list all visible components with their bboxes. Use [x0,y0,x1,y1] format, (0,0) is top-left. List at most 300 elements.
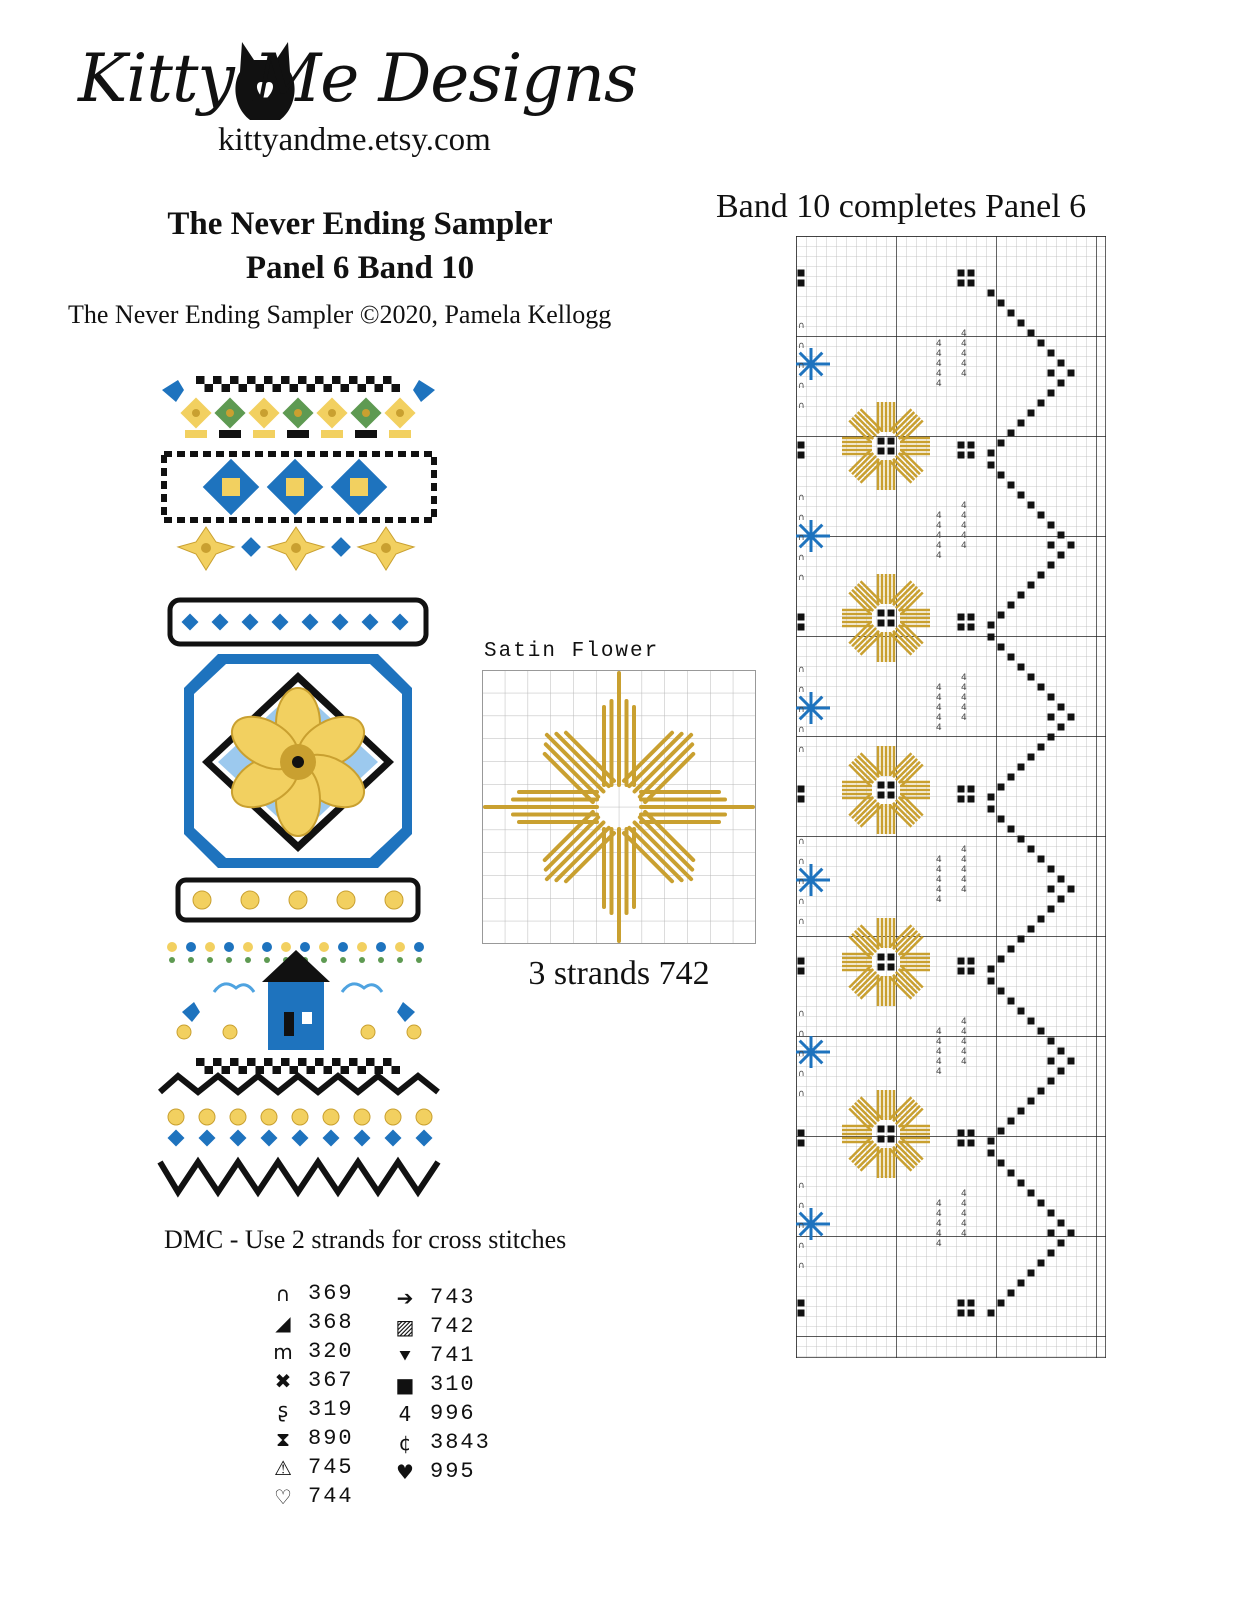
stitch-square [958,614,965,621]
stitch-square [988,450,995,457]
stitch-square [958,1130,965,1137]
stitch-square [1038,1088,1045,1095]
legend-item [390,1370,550,1399]
stitch-square [998,816,1005,823]
stitch-square [968,1130,975,1137]
stitch-square [1038,856,1045,863]
stitch-square [1038,340,1045,347]
stitch-square [1028,1270,1035,1277]
chart-symbol: ∩ [798,553,805,563]
stitch-square [1048,1250,1055,1257]
chart-symbol: 4 [936,895,942,905]
stitch-square [888,782,895,789]
stitch-square [958,968,965,975]
stitch-square [1038,512,1045,519]
stitch-square [958,786,965,793]
stitch-square [988,1150,995,1157]
flower-motif [416,1109,432,1125]
stitch-square [798,614,805,621]
stitch-square [888,1136,895,1143]
chart-symbol: 4 [936,885,942,895]
band-chart-title: Band 10 completes Panel 6 [716,188,1087,225]
chart-symbol: 4 [936,359,942,369]
chart-symbol: 4 [936,865,942,875]
stitch-square [958,442,965,449]
stitch-square [1028,926,1035,933]
dmc-code: 996 [430,1401,476,1426]
stitch-square [998,472,1005,479]
stitch-square [878,610,885,617]
chart-symbol: ∩ [798,361,805,371]
flower-motif [168,1109,184,1125]
stitch-square [958,1300,965,1307]
stitch-square [878,448,885,455]
chart-symbol: 4 [936,379,942,389]
stitch-square [888,964,895,971]
chart-symbol: 4 [961,1209,967,1219]
stitch-square [958,280,965,287]
dmc-code: 3843 [430,1430,491,1455]
stitch-square [888,610,895,617]
stitch-square [1058,1068,1065,1075]
stitch-square [958,624,965,631]
stitch-square [1048,1038,1055,1045]
chart-symbol: 4 [936,683,942,693]
dmc-code: 743 [430,1285,476,1310]
flower-motif [319,942,329,952]
chart-symbol: ∩ [798,665,805,675]
stitch-square [1058,896,1065,903]
stitch-square [1038,684,1045,691]
dmc-code: 368 [308,1310,354,1335]
dmc-code: 742 [430,1314,476,1339]
stitch-square [1008,430,1015,437]
flower-motif [392,614,409,631]
stitch-square [1058,724,1065,731]
chart-symbol: 4 [936,369,942,379]
flower-motif [230,1109,246,1125]
stitch-square [998,644,1005,651]
stitch-square [998,612,1005,619]
flower-motif [182,614,199,631]
stitch-square [968,958,975,965]
stitch-square [1058,1240,1065,1247]
flower-motif [243,942,253,952]
stitch-symbol-icon: ■ [395,1372,415,1397]
chart-symbol: 4 [961,501,967,511]
chart-symbol: 4 [961,1037,967,1047]
legend-item [390,1283,550,1312]
flower-motif [357,942,367,952]
chart-symbol: 4 [936,855,942,865]
chart-symbol: ∩ [798,725,805,735]
logo-url[interactable]: kittyandme.etsy.com [218,122,491,158]
stitch-square [1048,886,1055,893]
stitch-square [1068,542,1075,549]
stitch-square [1008,1170,1015,1177]
stitch-symbol-icon: ♡ [274,1484,292,1509]
stitch-square [1038,916,1045,923]
stitch-square [1018,1180,1025,1187]
stitch-square [968,968,975,975]
chart-symbol: 4 [936,511,942,521]
satin-flower-diagram [482,670,756,944]
stitch-square [878,1126,885,1133]
chart-symbol: ∩ [798,705,805,715]
stitch-square [1068,886,1075,893]
flower-motif [376,942,386,952]
chart-symbol: 4 [961,531,967,541]
chart-symbol: ∩ [798,381,805,391]
stitch-square [798,796,805,803]
stitch-square [1028,502,1035,509]
chart-symbol: ∩ [798,321,805,331]
stitch-square [968,786,975,793]
stitch-square [968,796,975,803]
stitch-square [798,1310,805,1317]
flower-motif [223,1025,237,1039]
chart-symbol: 4 [961,693,967,703]
chart-symbol: 4 [961,1219,967,1229]
chart-symbol: 4 [961,1017,967,1027]
stitch-square [1048,714,1055,721]
stitch-square [878,782,885,789]
dmc-code: 320 [308,1339,354,1364]
stitch-square [1008,946,1015,953]
stitch-symbol-icon: ʂ [277,1397,289,1422]
chart-symbol: 4 [936,349,942,359]
stitch-square [1008,654,1015,661]
stitch-square [888,448,895,455]
stitch-symbol-icon: ⯆ [397,1343,413,1368]
stitch-square [1008,1290,1015,1297]
legend-right-column [390,1283,550,1486]
stitch-square [968,280,975,287]
stitch-square [1048,562,1055,569]
stitch-square [1008,310,1015,317]
zigzag-border [160,1076,438,1092]
stitch-square [798,452,805,459]
stitch-square [1018,492,1025,499]
stitch-square [878,954,885,961]
stitch-square [1018,764,1025,771]
stitch-square [1038,744,1045,751]
zigzag-border [160,1162,438,1192]
chart-symbol: ∩ [798,1069,805,1079]
copyright-text: The Never Ending Sampler ©2020, Pamela Kellogg [68,300,612,329]
flower-motif [241,891,259,909]
chart-symbol: 4 [961,369,967,379]
dmc-code: 995 [430,1459,476,1484]
stitch-square [998,956,1005,963]
stitch-square [968,1140,975,1147]
stitch-square [1048,906,1055,913]
flower-motif [302,614,319,631]
stitch-square [888,954,895,961]
legend-item [390,1428,550,1457]
flower-motif [362,614,379,631]
chart-symbol: 4 [936,1229,942,1239]
flower-motif [193,891,211,909]
legend-item [390,1399,550,1428]
chart-symbol: 4 [961,1189,967,1199]
chart-symbol: ∩ [798,1241,805,1251]
chart-symbol: 4 [936,1239,942,1249]
chart-symbol: 4 [961,885,967,895]
flower-motif [385,891,403,909]
stitch-square [1008,998,1015,1005]
stitch-square [988,1138,995,1145]
chart-symbol: ∩ [798,401,805,411]
chart-symbol: ∩ [798,1181,805,1191]
stitch-square [798,958,805,965]
flower-motif [167,942,177,952]
stitch-square [1068,714,1075,721]
chart-symbol: 4 [961,1229,967,1239]
stitch-square [988,462,995,469]
page-title: The Never Ending Sampler [167,206,553,242]
flower-motif [199,1109,215,1125]
chart-symbol: 4 [961,1057,967,1067]
chart-symbol: 4 [936,1219,942,1229]
stitch-symbol-icon: ▨ [395,1314,415,1339]
chart-symbol: ∩ [798,1009,805,1019]
stitch-square [958,452,965,459]
stitch-square [1038,1028,1045,1035]
stitch-symbol-icon: ◢ [275,1310,291,1335]
sampler-preview-image [156,372,441,1202]
chart-symbol: 4 [961,1027,967,1037]
chart-symbol: 4 [961,1199,967,1209]
stitch-square [798,280,805,287]
stitch-square [1048,370,1055,377]
stitch-square [1018,320,1025,327]
chart-symbol: ∩ [798,1049,805,1059]
chart-symbol: 4 [961,703,967,713]
flower-motif [212,614,229,631]
chart-symbol: 4 [936,1027,942,1037]
chart-symbol: 4 [961,845,967,855]
stitch-square [878,438,885,445]
stitch-square [958,1140,965,1147]
flower-motif [300,942,310,952]
chart-symbol: ∩ [798,897,805,907]
stitch-square [1038,1260,1045,1267]
flower-motif [361,1025,375,1039]
stitch-symbol-icon: ♥ [396,1459,414,1484]
satin-flower-label: Satin Flower [484,640,660,663]
chart-symbol: 4 [936,1209,942,1219]
stitch-square [1058,380,1065,387]
stitch-square [1028,582,1035,589]
stitch-square [1018,1108,1025,1115]
flower-motif [289,891,307,909]
stitch-square [1008,482,1015,489]
stitch-square [1018,420,1025,427]
dmc-code: 367 [308,1368,354,1393]
flower-motif [272,614,289,631]
stitch-square [1018,936,1025,943]
stitch-square [1028,1098,1035,1105]
stitch-symbol-icon: ➔ [396,1285,414,1310]
stitch-square [888,438,895,445]
stitch-square [1048,390,1055,397]
stitch-square [798,1300,805,1307]
stitch-square [1048,1058,1055,1065]
chart-symbol: 4 [936,551,942,561]
chart-symbol: 4 [936,521,942,531]
legend-item [390,1457,550,1486]
chart-symbol: 4 [961,339,967,349]
stitch-square [1018,1008,1025,1015]
chart-symbol: 4 [936,1199,942,1209]
chart-symbol: 4 [936,1047,942,1057]
flower-motif [242,614,259,631]
flower-motif [414,942,424,952]
stitch-square [1058,360,1065,367]
chart-symbol: ∩ [798,341,805,351]
stitch-square [958,796,965,803]
stitch-square [798,1140,805,1147]
stitch-square [1028,674,1035,681]
stitch-square [968,614,975,621]
stitch-square [998,784,1005,791]
chart-symbol: 4 [936,1067,942,1077]
stitch-square [798,1130,805,1137]
stitch-square [968,1300,975,1307]
flower-motif [186,942,196,952]
chart-symbol: 4 [961,541,967,551]
stitch-square [988,290,995,297]
flower-motif [261,1109,277,1125]
stitch-square [988,634,995,641]
stitch-square [1058,552,1065,559]
chart-symbol: ∩ [798,1089,805,1099]
bird-icon [162,380,184,402]
stitch-square [1058,532,1065,539]
chart-symbol: ∩ [798,493,805,503]
chart-symbol: 4 [936,723,942,733]
chart-symbol: 4 [961,683,967,693]
flower-motif [205,942,215,952]
dmc-code: 745 [308,1455,354,1480]
stitch-square [968,624,975,631]
stitch-square [1008,774,1015,781]
flower-motif [338,942,348,952]
stitch-square [1048,866,1055,873]
stitch-square [1048,350,1055,357]
dmc-code: 890 [308,1426,354,1451]
chart-symbol: 4 [936,1037,942,1047]
chart-symbol: 4 [936,1057,942,1067]
chart-symbol: ∩ [798,1221,805,1231]
stitch-square [968,1310,975,1317]
stitch-square [968,270,975,277]
stitch-square [958,958,965,965]
stitch-square [1048,522,1055,529]
stitch-square [1028,754,1035,761]
flower-motif [385,1109,401,1125]
stitch-square [1028,410,1035,417]
chart-symbol: 4 [961,1047,967,1057]
stitch-square [878,964,885,971]
stitch-square [1068,1058,1075,1065]
stitch-square [1008,826,1015,833]
stitch-square [988,622,995,629]
chart-symbol: ∩ [798,837,805,847]
stitch-square [998,1160,1005,1167]
flower-motif [292,1109,308,1125]
dmc-code: 744 [308,1484,354,1509]
chart-symbol: 4 [961,713,967,723]
stitch-square [1018,836,1025,843]
chart-symbol: ∩ [798,877,805,887]
legend-item [390,1341,550,1370]
stitch-square [1048,1230,1055,1237]
stitch-symbol-icon: ¢ [398,1430,412,1455]
stitch-square [998,988,1005,995]
flower-motif [262,942,272,952]
legend-heading: DMC - Use 2 strands for cross stitches [164,1225,567,1254]
stitch-symbol-icon: ∩ [275,1281,291,1306]
chart-symbol: 4 [936,703,942,713]
chart-symbol: ∩ [798,1201,805,1211]
stitch-square [1018,1280,1025,1287]
stitch-square [1018,664,1025,671]
stitch-square [988,1310,995,1317]
stitch-square [1058,1220,1065,1227]
stitch-square [798,270,805,277]
stitch-square [1048,1078,1055,1085]
stitch-square [988,794,995,801]
chart-symbol: 4 [936,875,942,885]
stitch-square [878,792,885,799]
chart-symbol: 4 [961,865,967,875]
chart-symbol: ∩ [798,917,805,927]
chart-symbol: ∩ [798,745,805,755]
chart-symbol: 4 [961,673,967,683]
stitch-square [1048,542,1055,549]
dmc-code: 741 [430,1343,476,1368]
stitch-square [1038,400,1045,407]
chart-symbol: ∩ [798,857,805,867]
stitch-square [878,1136,885,1143]
stitch-square [1018,592,1025,599]
stitch-square [1048,734,1055,741]
bird-icon [413,380,435,402]
stitch-square [968,442,975,449]
stitch-square [798,968,805,975]
stitch-square [988,806,995,813]
stitch-symbol-icon: 4 [398,1401,412,1426]
chart-symbol: ∩ [798,1261,805,1271]
flower-motif [337,891,355,909]
stitch-square [998,300,1005,307]
stitch-symbol-icon: ✖ [274,1368,292,1393]
dmc-code: 319 [308,1397,354,1422]
chart-symbol: ∩ [798,513,805,523]
stitch-square [1048,1210,1055,1217]
logo-text: Kitty Me Designs [78,40,637,117]
chart-symbol: ∩ [798,573,805,583]
stitch-square [988,978,995,985]
satin-strands-note: 3 strands 742 [528,955,710,992]
stitch-square [1048,694,1055,701]
stitch-symbol-icon: ⧗ [275,1426,291,1451]
stitch-square [968,452,975,459]
flower-motif [395,942,405,952]
stitch-square [998,1128,1005,1135]
